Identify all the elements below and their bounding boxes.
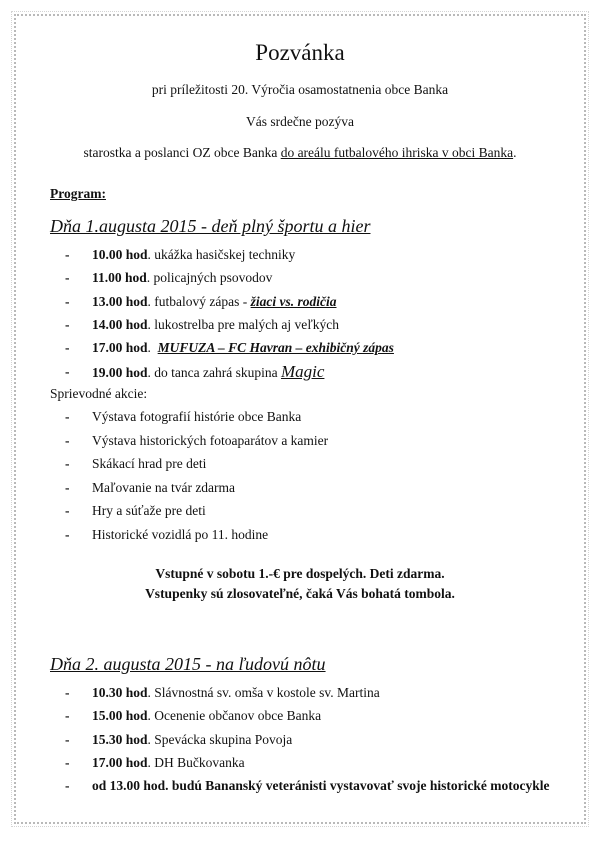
item-time: 10.30 hod <box>92 685 148 700</box>
list-item <box>65 293 394 316</box>
list-dash: - <box>65 409 70 424</box>
list-item <box>65 246 394 269</box>
list-item <box>65 479 328 503</box>
list-item <box>65 731 549 754</box>
host-period: . <box>513 145 517 160</box>
list-dash: - <box>65 708 70 724</box>
list-item <box>65 362 394 388</box>
list-dash: - <box>65 526 70 542</box>
item-text: Hry a súťaže pre deti <box>92 503 206 518</box>
item-text: . lukostrelba pre malých aj veľkých <box>147 316 339 332</box>
host-line <box>0 145 600 161</box>
host-text: starostka a poslanci OZ obce Banka <box>83 145 281 160</box>
list-item <box>65 455 328 479</box>
host-place: do areálu futbalového ihriska v obci Banka <box>280 145 514 160</box>
list-dash: - <box>65 503 70 518</box>
list-item <box>65 502 328 526</box>
item-text: . Slávnostná sv. omša v kostole sv. Martina <box>147 685 380 700</box>
item-text: Maľovanie na tvár zdarma <box>92 479 236 495</box>
item-time: 10.00 hod <box>92 247 148 262</box>
day1-heading: Dňa 1.augusta 2015 - deň plný športu a hier <box>50 216 371 236</box>
list-item <box>65 269 394 292</box>
item-time: 13.00 hod <box>92 293 148 309</box>
page-title: Pozvánka <box>255 40 345 65</box>
escort-list <box>65 408 328 549</box>
list-item <box>65 316 394 339</box>
list-dash: - <box>65 754 70 770</box>
item-text: Skákací hrad pre deti <box>92 456 207 471</box>
occasion-line: pri príležitosti 20. Výročia osamostatnenia obce Banka <box>151 82 449 97</box>
item-text: . DH Bučkovanka <box>147 754 245 770</box>
list-item <box>65 408 328 432</box>
list-item <box>65 777 549 800</box>
item-text: . Spevácka skupina Povoja <box>147 731 293 747</box>
item-text: Výstava historických fotoaparátov a kamier <box>92 432 329 448</box>
entry-fee-line: Vstupné v sobotu 1.-€ pre dospelých. Deti zdarma. <box>155 566 445 581</box>
item-text: . ukážka hasičskej techniky <box>147 247 296 262</box>
item-text: Výstava fotografií histórie obce Banka <box>92 409 302 424</box>
list-dash: - <box>65 432 70 448</box>
item-text: Historické vozidlá po 11. hodine <box>92 526 269 542</box>
item-time: 15.00 hod <box>92 708 148 724</box>
list-dash: - <box>65 731 70 747</box>
list-dash: - <box>65 293 70 309</box>
program-label: Program: <box>50 186 106 201</box>
item-time: 19.00 hod <box>92 365 148 381</box>
list-item <box>65 339 394 362</box>
day2-heading: Dňa 2. augusta 2015 - na ľudovú nôtu <box>50 654 326 674</box>
motorcycle-exhibit: od 13.00 hod. budú Bananský veteránisti vystavovať svoje historické motocykle <box>92 778 550 794</box>
item-emphasis: MUFUZA – FC Havran – exhibičný zápas <box>157 340 394 356</box>
list-dash: - <box>65 479 70 495</box>
greeting-line: Vás srdečne pozýva <box>246 114 354 129</box>
escort-label: Sprievodné akcie: <box>50 386 148 401</box>
list-item <box>65 707 549 730</box>
item-time: 15.30 hod <box>92 731 148 747</box>
list-item <box>65 754 549 777</box>
item-text: . <box>147 340 158 356</box>
day2-schedule <box>65 684 549 800</box>
item-time: 14.00 hod <box>92 316 148 332</box>
item-text: . Ocenenie občanov obce Banka <box>147 708 322 724</box>
day1-schedule <box>65 246 394 388</box>
item-text: . do tanca zahrá skupina <box>147 365 281 381</box>
list-dash: - <box>65 364 70 380</box>
list-dash: - <box>65 778 70 794</box>
list-item <box>65 432 328 456</box>
list-dash: - <box>65 270 70 286</box>
list-item <box>65 526 328 550</box>
band-name: Magic <box>280 362 325 382</box>
list-dash: - <box>65 340 70 356</box>
list-dash: - <box>65 316 70 332</box>
item-text: . futbalový zápas - <box>147 293 251 309</box>
item-time: 17.00 hod <box>92 754 148 770</box>
list-item <box>65 684 549 707</box>
tombola-line: Vstupenky sú zlosovateľné, čaká Vás bohatá tombola. <box>145 586 455 601</box>
item-time: 17.00 hod <box>92 340 148 356</box>
item-emphasis: žiaci vs. rodičia <box>250 293 337 309</box>
list-dash: - <box>65 456 70 471</box>
list-dash: - <box>65 247 70 262</box>
item-time: 11.00 hod <box>92 270 147 286</box>
item-text: . policajných psovodov <box>146 270 273 286</box>
list-dash: - <box>65 685 70 700</box>
